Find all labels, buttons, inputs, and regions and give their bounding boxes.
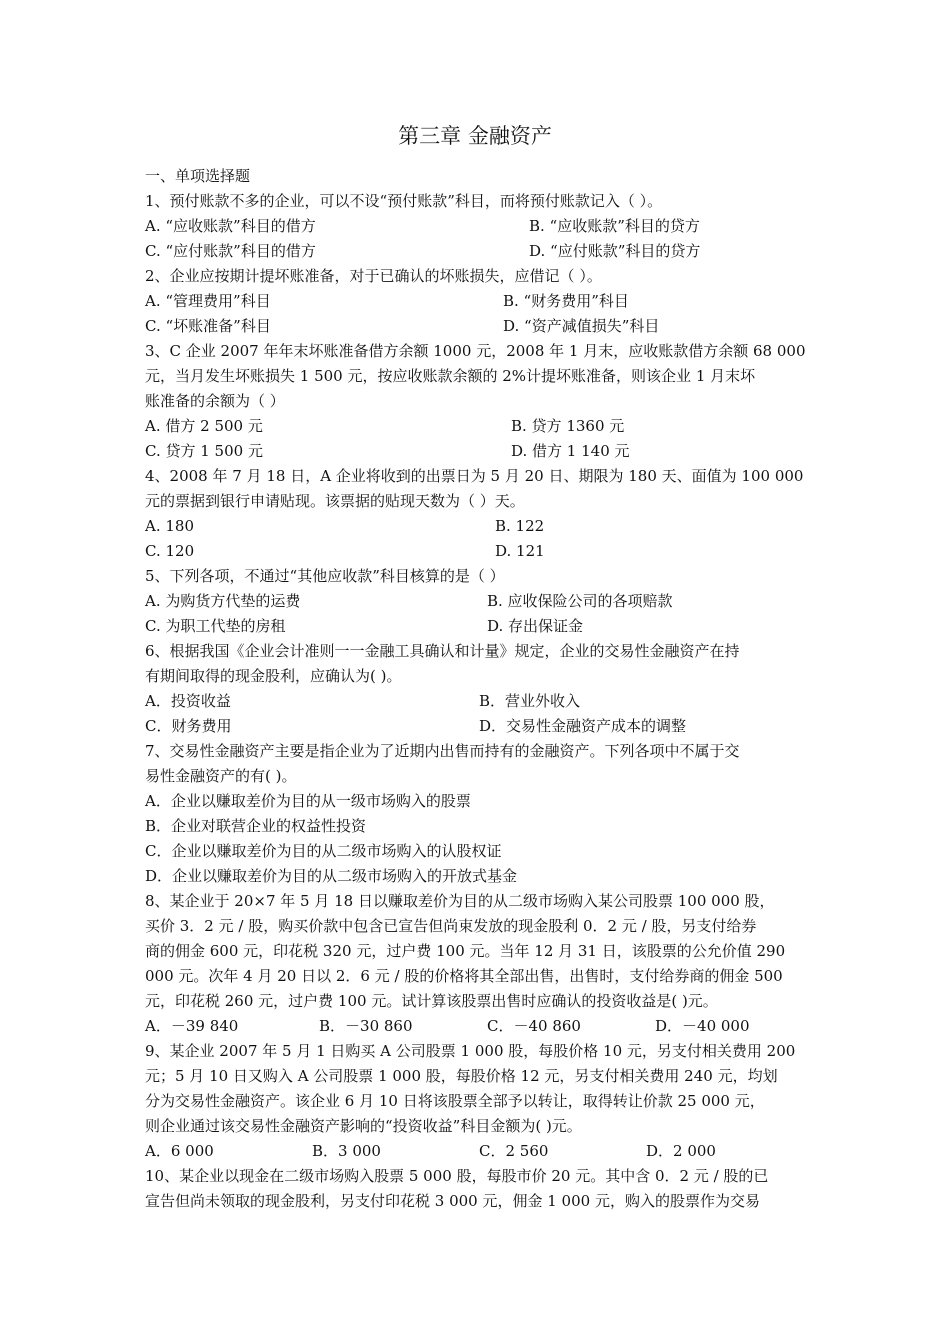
q3-options-row-2 [145, 439, 815, 464]
q6-options-row-1 [145, 689, 815, 714]
q1-option-d: D. “应付账款”科目的贷方 [529, 242, 701, 260]
q1-options-row-2 [145, 239, 815, 264]
q4-option-c: C. 120 [145, 542, 195, 560]
q8-stem-line-1: 8、某企业于 20×7 年 5 月 18 日以赚取差价为目的从二级市场购入某公司股票 100 000 股， [145, 892, 775, 910]
q7-stem-line-2: 易性金融资产的有( )。 [145, 767, 297, 785]
q1-options-row-1 [145, 214, 815, 239]
q3-option-b: B. 贷方 1360 元 [511, 417, 625, 435]
q8-option-b: B．－30 860 [319, 1017, 413, 1035]
q2-option-a: A. “管理费用”科目 [145, 292, 271, 310]
q8-stem-line-3: 商的佣金 600 元，印花税 320 元，过户费 100 元。当年 12 月 31 日，该股票的公允价值 290 [145, 942, 786, 960]
q6-stem-line-2: 有期间取得的现金股利，应确认为( )。 [145, 667, 402, 685]
q9-option-a: A．6 000 [145, 1142, 214, 1160]
q2-stem: 2、企业应按期计提坏账准备，对于已确认的坏账损失，应借记（ ）。 [145, 267, 602, 285]
q8-option-a: A．－39 840 [145, 1017, 239, 1035]
q9-option-b: B．3 000 [312, 1142, 381, 1160]
q9-stem-line-4: 则企业通过该交易性金融资产影响的“投资收益”科目金额为( )元。 [145, 1117, 582, 1135]
q3-option-a: A. 借方 2 500 元 [145, 417, 263, 435]
q1-option-b: B. “应收账款”科目的贷方 [529, 217, 700, 235]
q7-option-d: D．企业以赚取差价为目的从二级市场购入的开放式基金 [145, 867, 518, 885]
q10-stem-line-1: 10、某企业以现金在二级市场购入股票 5 000 股，每股市价 20 元。其中含 0．2 元 / 股的已 [145, 1167, 769, 1185]
q2-option-b: B. “财务费用”科目 [503, 292, 629, 310]
q6-option-d: D．交易性金融资产成本的调整 [479, 717, 687, 735]
q4-option-b: B. 122 [495, 517, 545, 535]
section-heading: 一、单项选择题 [145, 167, 251, 185]
q2-option-c: C. “坏账准备”科目 [145, 317, 271, 335]
q8-options-row [145, 1014, 815, 1039]
q5-options-row-1 [145, 589, 815, 614]
q6-option-b: B．营业外收入 [479, 692, 581, 710]
q2-option-d: D. “资产减值损失”科目 [503, 317, 660, 335]
q9-options-row [145, 1139, 815, 1164]
q6-stem-line-1: 6、根据我国《企业会计准则一一金融工具确认和计量》规定，企业的交易性金融资产在持 [145, 642, 740, 660]
q1-option-c: C. “应付账款”科目的借方 [145, 242, 316, 260]
chapter-title: 第三章 金融资产 [398, 124, 552, 148]
q5-options-row-2 [145, 614, 815, 639]
q2-options-row-2 [145, 314, 815, 339]
q5-option-a: A. 为购货方代垫的运费 [145, 592, 301, 610]
q5-stem: 5、下列各项，不通过“其他应收款”科目核算的是（ ） [145, 567, 505, 585]
q9-stem-line-1: 9、某企业 2007 年 5 月 1 日购买 A 公司股票 1 000 股，每股价格 10 元，另支付相关费用 200 [145, 1042, 796, 1060]
q4-stem-line-1: 4、2008 年 7 月 18 日，A 企业将收到的出票日为 5 月 20 日、期限为 180 天、面值为 100 000 [145, 467, 804, 485]
q9-option-d: D．2 000 [646, 1142, 716, 1160]
q8-option-d: D．－40 000 [655, 1017, 750, 1035]
q3-options-row-1 [145, 414, 815, 439]
q3-stem-line-3: 账准备的余额为（ ） [145, 392, 285, 410]
q9-stem-line-2: 元；5 月 10 日又购入 A 公司股票 1 000 股，每股价格 12 元，另支付相关费用 240 元，均划 [145, 1067, 778, 1085]
q4-stem-line-2: 元的票据到银行申请贴现。该票据的贴现天数为（ ）天。 [145, 492, 525, 510]
q6-option-c: C．财务费用 [145, 717, 232, 735]
q3-option-d: D. 借方 1 140 元 [511, 442, 630, 460]
q7-stem-line-1: 7、交易性金融资产主要是指企业为了近期内出售而持有的金融资产。下列各项中不属于交 [145, 742, 740, 760]
q6-options-row-2 [145, 714, 815, 739]
q10-stem-line-2: 宣告但尚未领取的现金股利，另支付印花税 3 000 元，佣金 1 000 元，购入的股票作为交易 [145, 1192, 760, 1210]
q5-option-d: D. 存出保证金 [487, 617, 584, 635]
q7-option-b: B．企业对联营企业的权益性投资 [145, 817, 367, 835]
q5-option-b: B. 应收保险公司的各项赔款 [487, 592, 673, 610]
q6-option-a: A．投资收益 [145, 692, 231, 710]
q2-options-row-1 [145, 289, 815, 314]
q3-stem-line-1: 3、C 企业 2007 年年末坏账准备借方余额 1000 元，2008 年 1 月末，应收账款借方余额 68 000 [145, 342, 806, 360]
q5-option-c: C. 为职工代垫的房租 [145, 617, 286, 635]
q3-option-c: C. 贷方 1 500 元 [145, 442, 263, 460]
q7-option-a: A．企业以赚取差价为目的从一级市场购入的股票 [145, 792, 471, 810]
q8-stem-line-4: 000 元。次年 4 月 20 日以 2．6 元 / 股的价格将其全部出售，出售时，支付给券商的佣金 500 [145, 967, 783, 985]
q7-option-c: C．企业以赚取差价为目的从二级市场购入的认股权证 [145, 842, 502, 860]
q8-stem-line-2: 买价 3．2 元 / 股，购买价款中包含已宣告但尚束发放的现金股利 0．2 元 / 股，另支付给券 [145, 917, 757, 935]
q4-option-d: D. 121 [495, 542, 545, 560]
q4-options-row-1 [145, 514, 815, 539]
q9-stem-line-3: 分为交易性金融资产。该企业 6 月 10 日将该股票全部予以转让，取得转让价款 25 000 元， [145, 1092, 765, 1110]
q8-stem-line-5: 元，印花税 260 元，过户费 100 元。试计算该股票出售时应确认的投资收益是( )元。 [145, 992, 718, 1010]
q1-option-a: A. “应收账款”科目的借方 [145, 217, 316, 235]
q4-option-a: A. 180 [145, 517, 194, 535]
q3-stem-line-2: 元，当月发生坏账损失 1 500 元，按应收账款余额的 2%计提坏账准备，则该企业 1 月末坏 [145, 367, 756, 385]
q9-option-c: C．2 560 [479, 1142, 549, 1160]
q1-stem: 1、预付账款不多的企业，可以不设“预付账款”科目，而将预付账款记入（ ）。 [145, 192, 663, 210]
q8-option-c: C．－40 860 [487, 1017, 581, 1035]
q4-options-row-2 [145, 539, 815, 564]
